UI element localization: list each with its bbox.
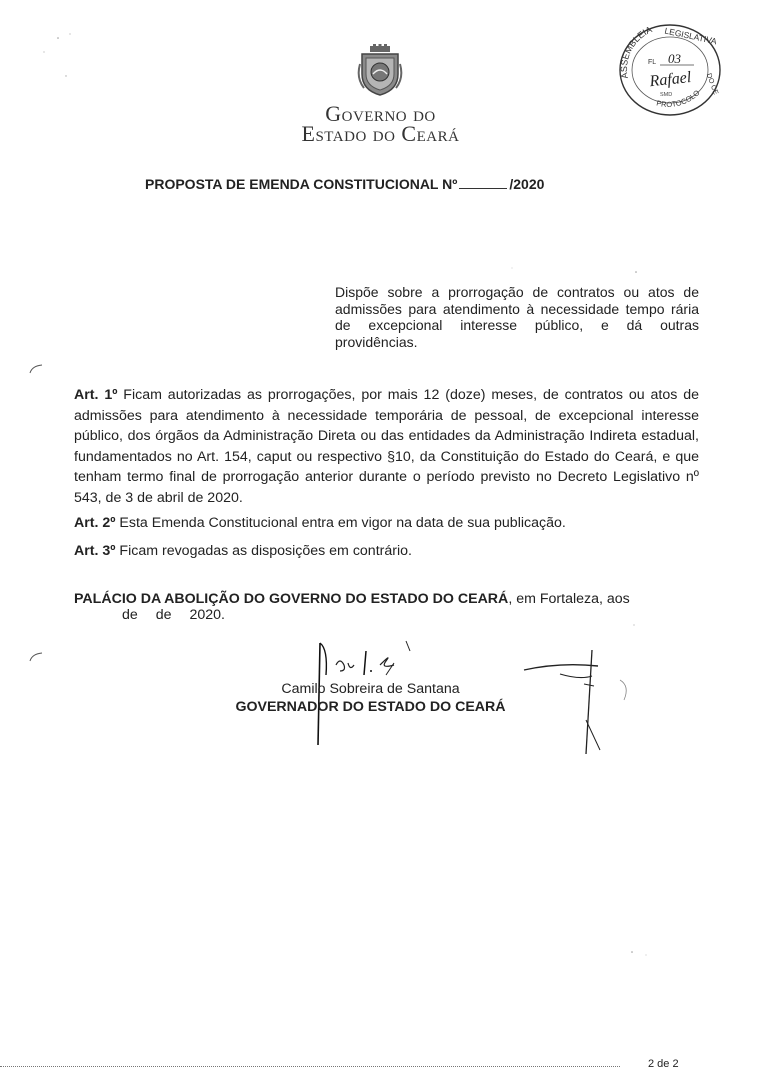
government-name-line2: Estado do Ceará [301, 121, 460, 146]
stamp-matricula: SMD [660, 92, 673, 98]
document-title-prefix: PROPOSTA DE EMENDA CONSTITUCIONAL Nº [145, 176, 458, 192]
article-1-label: Art. 1º [74, 387, 118, 403]
document-title [145, 176, 544, 192]
article-1-text: Ficam autorizadas as prorrogações, por mais 12 (doze) meses, de contratos ou atos de admissões para atendimento à necessidade temporária de pessoal, de excepcional interesse público, dos órgãos da Administração Direta ou das entidades da Administração Indireta estadual, fundamentados no Art. 154, caput ou respectivo §10, da Constituição do Estado do Ceará, e que tenham termo final de prorrogação anterior durante o período previsto no Decreto Legislativo nº 543, de 3 de abril de 2020. [74, 387, 699, 506]
stamp-fl-label: FL [648, 59, 657, 66]
page-number: 2 de 2 [648, 1058, 679, 1070]
stamp-right-text: DO CE [704, 72, 719, 96]
stamp-page-number: 03 [668, 51, 681, 66]
article-1 [74, 385, 699, 508]
stamp-bottom-text: PROTOCOLO [655, 88, 702, 109]
government-name-line1: Governo do [325, 101, 436, 126]
article-3 [74, 541, 699, 562]
stamp-signature: Rafael [648, 69, 693, 91]
ementa-summary: Dispõe sobre a prorrogação de contratos ou atos de admissões para atendimento à necessidade tempo rária de excepcional interesse público, e dá outras providências. [335, 284, 699, 350]
state-coat-of-arms-icon [356, 44, 404, 96]
margin-mark-icon [28, 652, 44, 662]
article-2-text: Esta Emenda Constitucional entra em vigor na data de sua publicação. [119, 515, 566, 531]
closing-city: , em Fortaleza, aos [508, 591, 630, 607]
stamp-header-text: LEGISLATIVA [663, 25, 718, 47]
signatory-name: Camilo Sobreira de Santana [281, 681, 460, 697]
initials-rubric [520, 650, 650, 760]
closing-date: de de 2020. [122, 607, 225, 623]
signatory-role: GOVERNADOR DO ESTADO DO CEARÁ [235, 699, 506, 715]
article-2-label: Art. 2º [74, 515, 116, 531]
footer-divider [0, 1066, 620, 1068]
number-blank [459, 188, 507, 189]
document-title-year: /2020 [509, 176, 545, 192]
stamp-top-text: ASSEMBLEIA [618, 24, 654, 80]
article-3-label: Art. 3º [74, 543, 116, 559]
article-2 [74, 513, 699, 534]
closing-location [74, 590, 699, 608]
closing-palace-name: PALÁCIO DA ABOLIÇÃO DO GOVERNO DO ESTADO DO CEARÁ [74, 591, 509, 607]
margin-mark-icon [28, 364, 44, 374]
article-3-text: Ficam revogadas as disposições em contrário. [119, 543, 412, 559]
assembly-protocol-stamp [612, 20, 724, 118]
